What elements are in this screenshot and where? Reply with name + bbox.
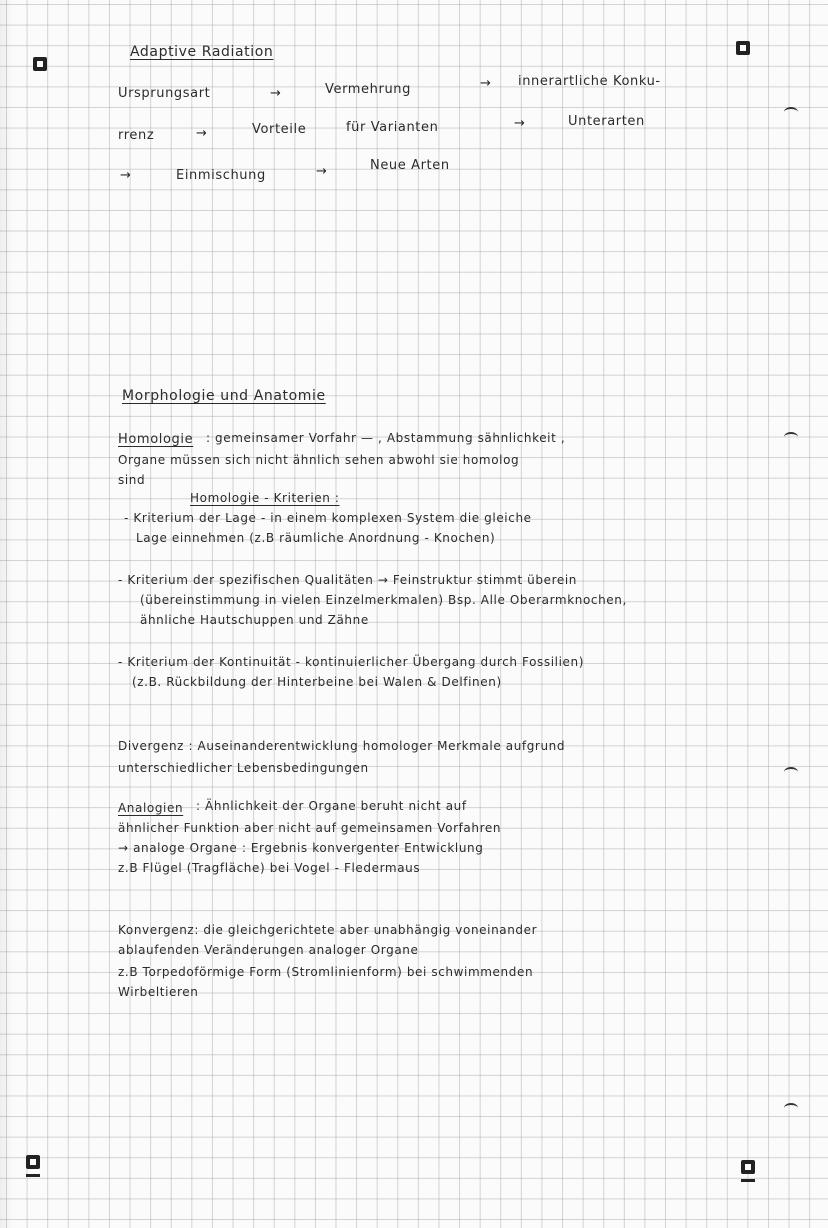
analogien-line-2: ähnlicher Funktion aber nicht auf gemeinsamen Vorfahren [118,821,502,835]
text-vorteile: Vorteile [252,122,307,137]
kriterium-kontinuitaet-line-1: - Kriterium der Kontinuität - kontinuierlicher Übergang durch Fossilien) [118,655,585,669]
homologie-line-1: : gemeinsamer Vorfahr — , Abstammung sähnlichkeit , [206,431,566,445]
binder-hole-mark [784,1103,798,1113]
konvergenz-line-2: ablaufenden Veränderungen analoger Organe [118,943,419,957]
corner-marker-top-right [736,41,750,55]
konvergenz-line-3: z.B Torpedoförmige Form (Stromlinienform) bei schwimmenden [118,965,534,979]
konvergenz-line-4: Wirbeltieren [118,985,199,999]
text-unterarten: Unterarten [568,114,645,129]
term-homologie: Homologie [118,432,194,447]
binder-hole-mark [784,767,798,777]
binder-hole-mark [784,107,798,117]
kriterium-qualitaeten-line-1: - Kriterium der spezifischen Qualitäten → Feinstruktur stimmt überein [118,573,577,587]
divergenz-line-1: Divergenz : Auseinanderentwicklung homologer Merkmale aufgrund [118,739,566,753]
kriterium-qualitaeten-line-2: (übereinstimmung in vielen Einzelmerkmalen) Bsp. Alle Oberarmknochen, [140,593,627,607]
arrow: → [316,164,328,179]
konvergenz-line-1: Konvergenz: die gleichgerichtete aber unabhängig voneinander [118,923,538,937]
text-fuer-varianten: für Varianten [346,120,439,135]
corner-bar-bottom-right [741,1179,755,1182]
text-neue-arten: Neue Arten [370,158,450,173]
kriterien-title: Homologie - Kriterien : [190,491,340,505]
arrow: → [196,126,208,141]
analogien-line-4: z.B Flügel (Tragfläche) bei Vogel - Fledermaus [118,861,421,875]
section-title-morphologie: Morphologie und Anatomie [122,388,326,404]
term-analogien: Analogien [118,801,184,815]
text-einmischung: Einmischung [176,168,266,183]
text-innerartliche: innerartliche Konku- [518,74,661,89]
corner-bar-bottom-left [26,1174,40,1177]
analogien-line-1: : Ähnlichkeit der Organe beruht nicht auf [196,799,467,813]
kriterium-kontinuitaet-line-2: (z.B. Rückbildung der Hinterbeine bei Walen & Delfinen) [132,675,502,689]
divergenz-line-2: unterschiedlicher Lebensbedingungen [118,761,369,775]
arrow: → [120,168,132,183]
corner-marker-bottom-left [26,1155,40,1169]
kriterium-qualitaeten-line-3: ähnliche Hautschuppen und Zähne [140,613,369,627]
arrow: → [480,76,492,91]
kriterium-lage-line-1: - Kriterium der Lage - in einem komplexen System die gleiche [124,511,532,525]
kriterium-lage-line-2: Lage einnehmen (z.B räumliche Anordnung - Knochen) [136,531,496,545]
text-ursprungsart: Ursprungsart [118,86,211,101]
corner-marker-bottom-right [741,1160,755,1174]
text-vermehrung: Vermehrung [325,82,411,97]
text-rrenz: rrenz [118,128,155,143]
corner-marker-top-left [33,57,47,71]
homologie-line-3: sind [118,473,146,487]
binder-hole-mark [784,432,798,442]
arrow: → [270,86,282,101]
page-shadow [0,0,14,1228]
analogien-line-3: → analoge Organe : Ergebnis konvergenter Entwicklung [118,841,484,855]
arrow: → [514,116,526,131]
section-title-adaptive-radiation: Adaptive Radiation [130,44,274,60]
homologie-line-2: Organe müssen sich nicht ähnlich sehen abwohl sie homolog [118,453,520,467]
